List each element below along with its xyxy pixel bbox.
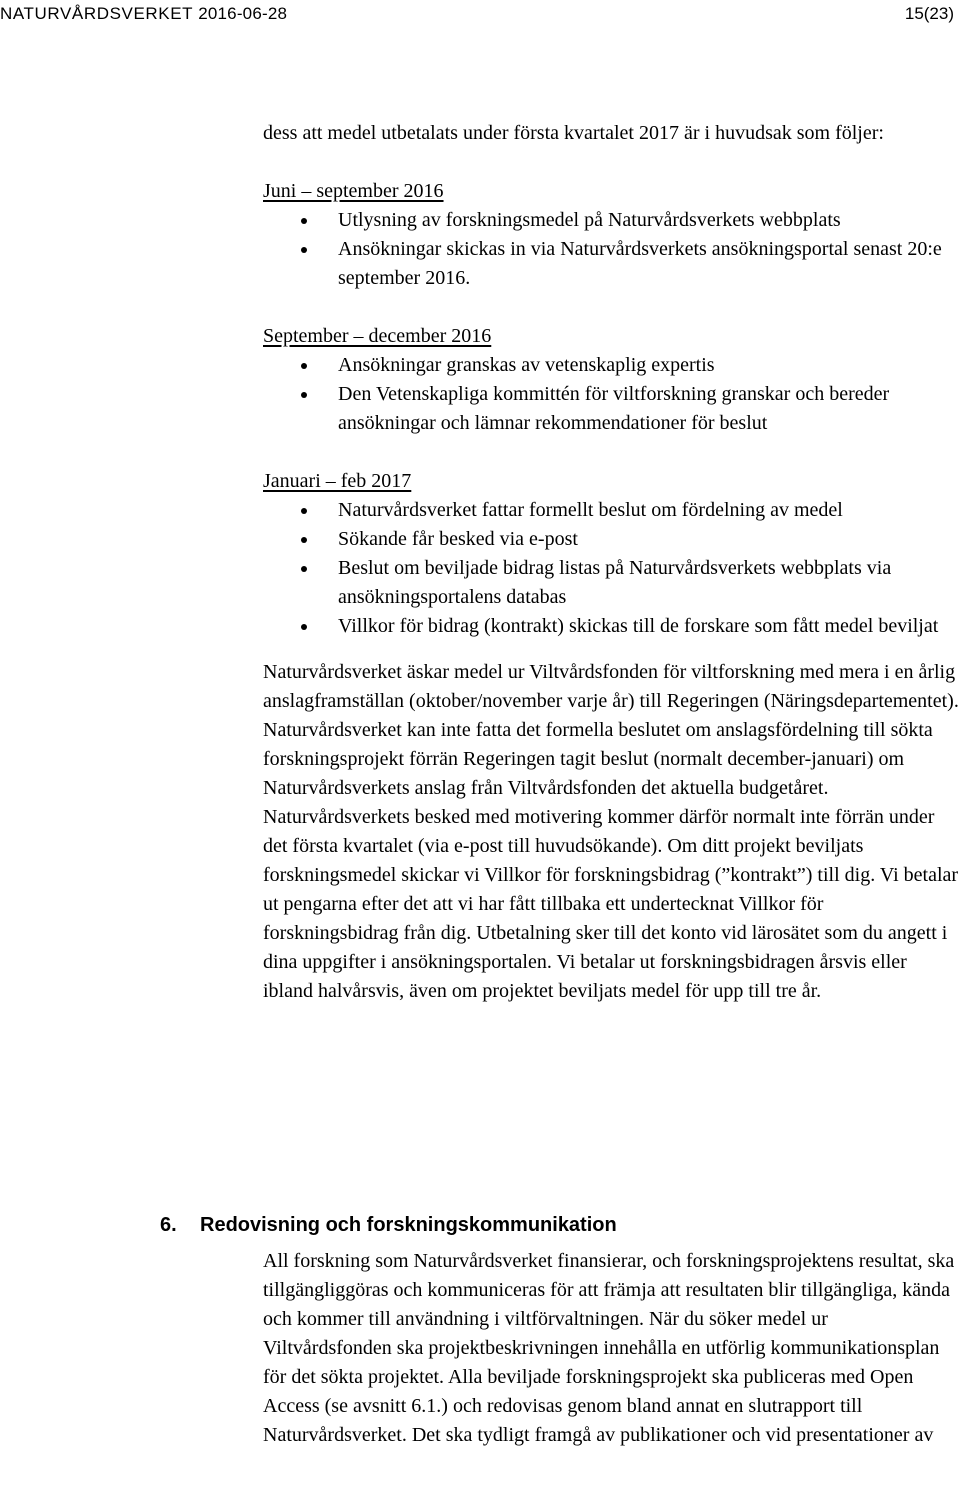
page-number: 15(23)	[904, 4, 954, 23]
bullet-list	[263, 351, 960, 438]
document-date: 2016-06-28	[198, 4, 288, 23]
document-body	[263, 119, 960, 1006]
section-number: 6.	[160, 1214, 177, 1236]
list-item: Sökande får besked via e-post	[263, 525, 960, 554]
period-heading: Juni – september 2016	[263, 180, 444, 202]
list-item: Ansökningar granskas av vetenskaplig expertis	[263, 351, 960, 380]
list-item: Ansökningar skickas in via Naturvårdsverkets ansökningsportal senast 20:e september 2016.	[263, 235, 960, 293]
bullet-list	[263, 496, 960, 641]
period-block	[263, 322, 960, 438]
period-heading: Januari – feb 2017	[263, 470, 412, 492]
main-paragraph: Naturvårdsverket äskar medel ur Viltvårdsfonden för viltforskning med mera i en årlig anslagframställan (oktober/november varje år) till Regeringen (Näringsdepartementet). Naturvårdsverket kan inte fatta det formella beslutet om anslagsfördelning till sökta forskningsprojekt förrän Regeringen tagit beslut (normalt december-januari) om Naturvårdsverkets anslag från Viltvårdsfonden det aktuella budgetåret. Naturvårdsverkets besked med motivering kommer därför normalt inte förrän under det första kvartalet (via e-post till huvudsökande). Om ditt projekt beviljats forskningsmedel skickar vi Villkor för forskningsbidrag (”kontrakt”) till dig. Vi betalar ut pengarna efter det att vi har fått tillbaka ett undertecknat Villkor för forskningsbidrag från dig. Utbetalning sker till det konto vid lärosätet som du angett i dina uppgifter i ansökningsportalen. Vi betalar ut forskningsbidragen årsvis eller ibland halvårsvis, även om projektet beviljats medel för upp till tre år.	[263, 661, 959, 1002]
section-6	[160, 1211, 960, 1450]
list-item: Den Vetenskapliga kommittén för viltforskning granskar och bereder ansökningar och lämnar rekommendationer för beslut	[263, 380, 960, 438]
list-item: Villkor för bidrag (kontrakt) skickas till de forskare som fått medel beviljat	[263, 612, 960, 641]
header-left	[0, 4, 287, 24]
period-heading: September – december 2016	[263, 325, 492, 347]
section-body: All forskning som Naturvårdsverket finansierar, och forskningsprojektens resultat, ska tillgängliggöras och kommuniceras för att främja att resultaten blir tillgängliga, kända och kommer till användning i viltförvaltningen. När du söker medel ur Viltvårdsfonden ska projektbeskrivningen innehålla en utförlig kommunikationsplan för det sökta projektet. Alla beviljade forskningsprojekt ska publiceras med Open Access (se avsnitt 6.1.) och redovisas genom bland annat en slutrapport till Naturvårdsverket. Det ska tydligt framgå av publikationer och vid presentationer av	[263, 1250, 955, 1446]
intro-paragraph: dess att medel utbetalats under första kvartalet 2017 är i huvudsak som följer:	[263, 122, 884, 144]
section-heading	[160, 1211, 960, 1239]
list-item: Naturvårdsverket fattar formellt beslut om fördelning av medel	[263, 496, 960, 525]
bullet-list	[263, 206, 960, 293]
list-item: Beslut om beviljade bidrag listas på Naturvårdsverkets webbplats via ansökningsportalens databas	[263, 554, 960, 612]
period-block	[263, 467, 960, 641]
list-item: Utlysning av forskningsmedel på Naturvårdsverkets webbplats	[263, 206, 960, 235]
organization-name: NATURVÅRDSVERKET	[0, 4, 193, 23]
section-title: Redovisning och forskningskommunikation	[200, 1214, 617, 1236]
period-block	[263, 177, 960, 293]
page-header	[0, 0, 960, 30]
